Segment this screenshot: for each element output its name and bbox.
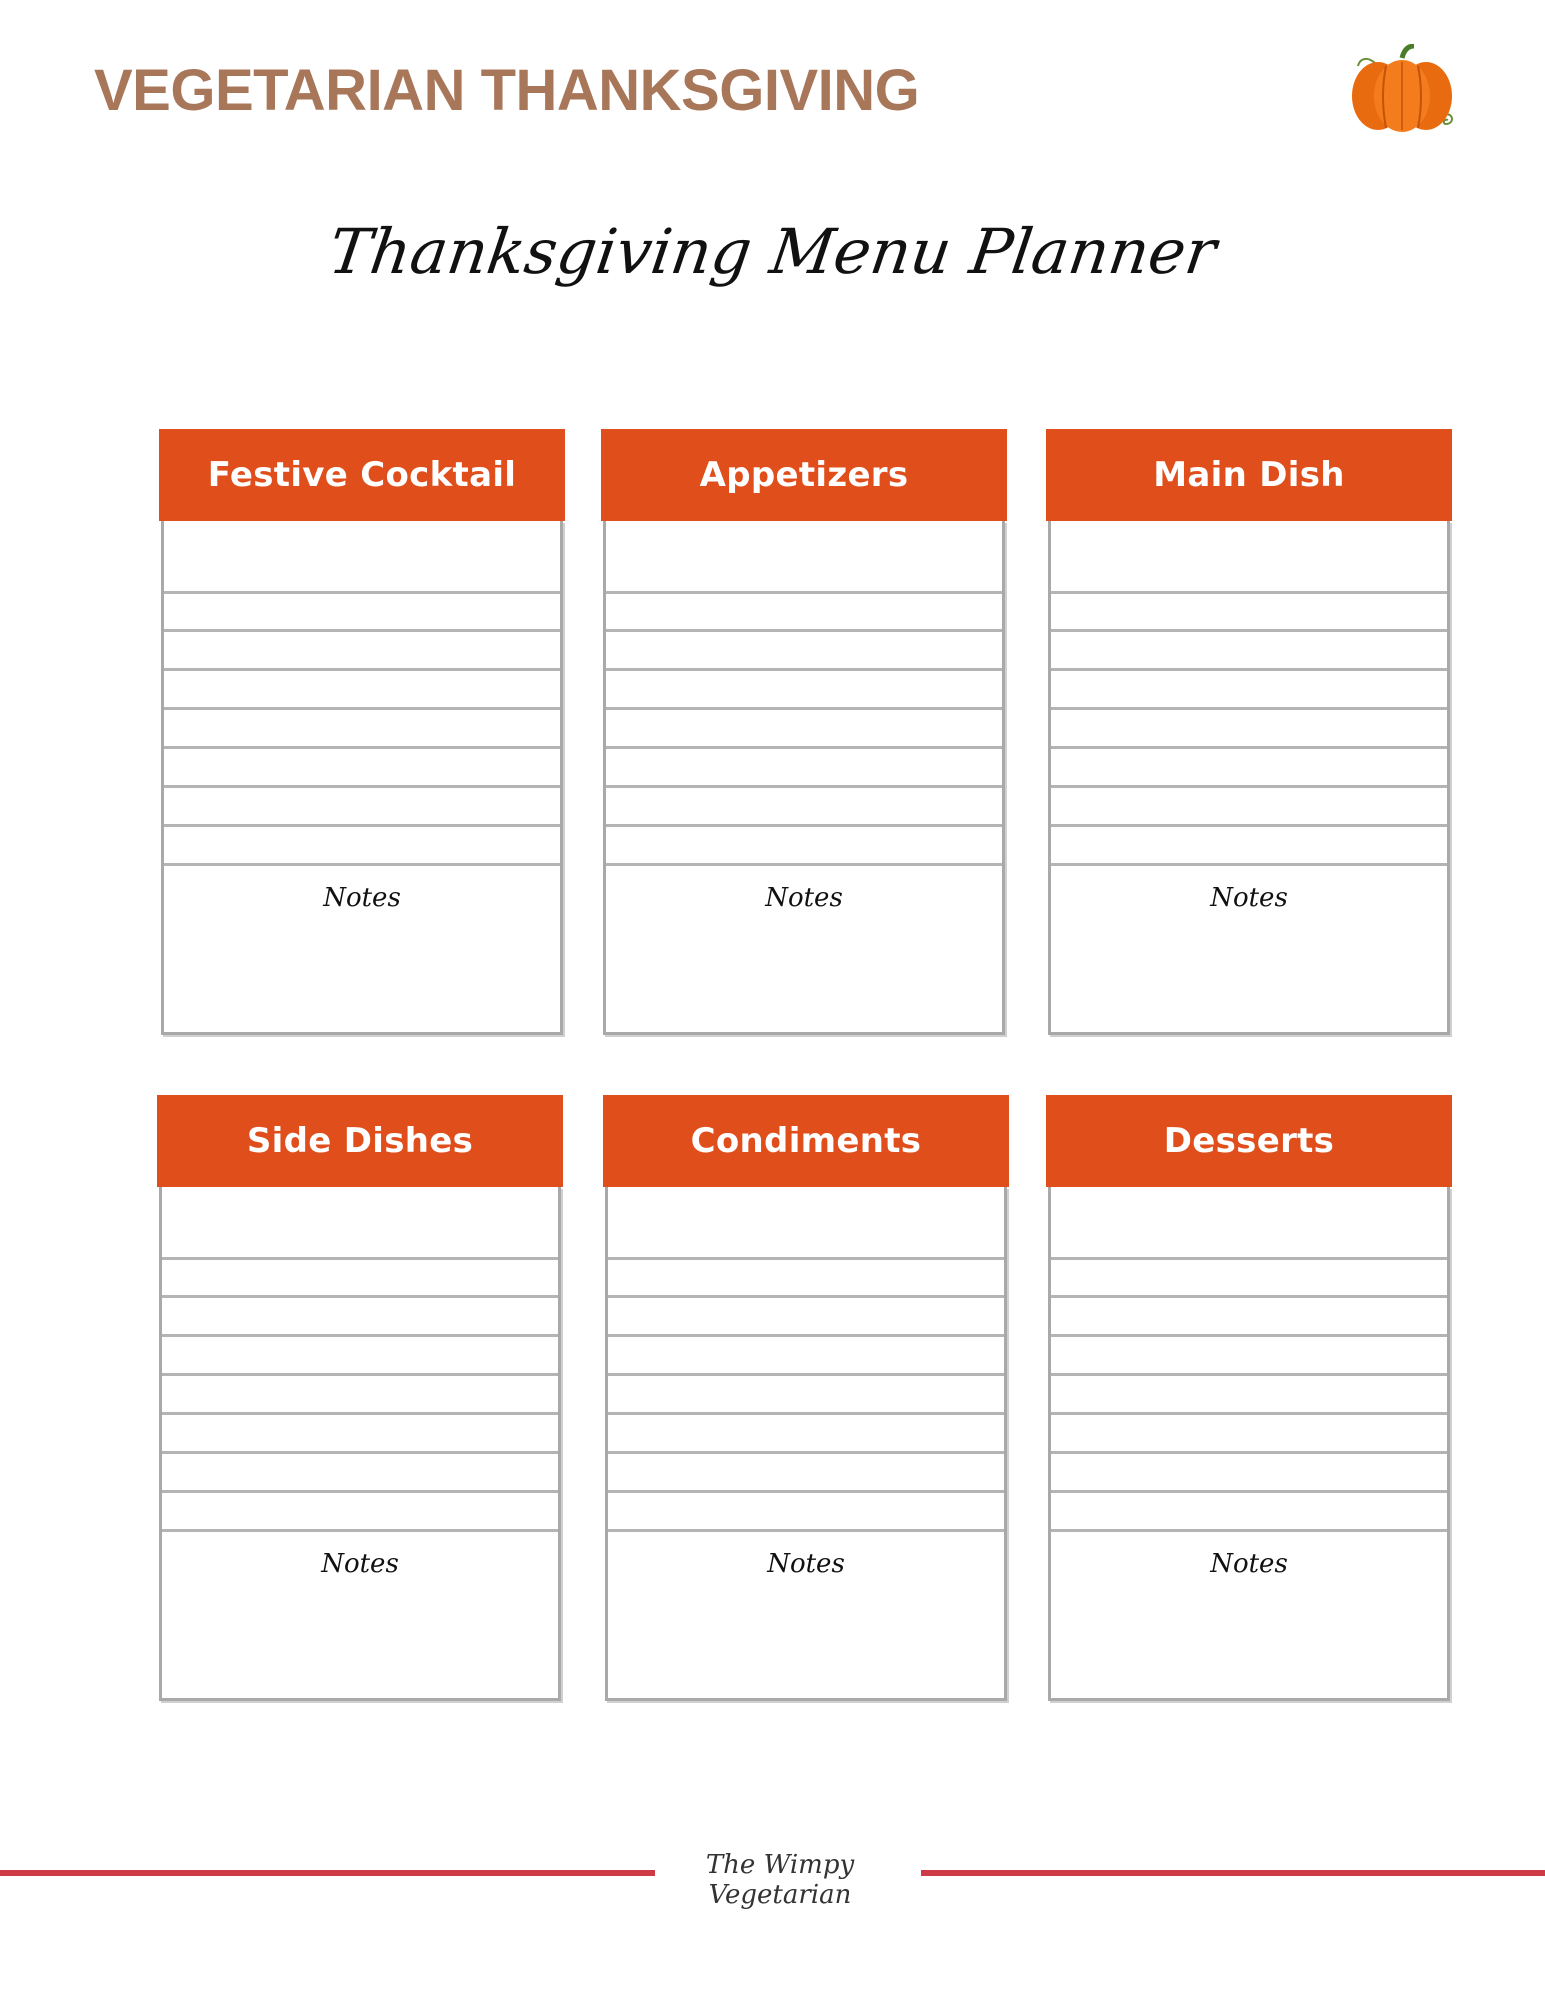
- ruled-line: [164, 746, 560, 749]
- notes-label: Notes: [1210, 883, 1288, 913]
- ruled-line: [1051, 629, 1447, 632]
- ruled-line: [162, 1412, 558, 1415]
- ruled-line: [1051, 1412, 1447, 1415]
- footer-divider-left: [0, 1870, 655, 1876]
- ruled-line: [1051, 1257, 1447, 1260]
- section-header: Side Dishes: [157, 1095, 563, 1187]
- section-header: Condiments: [603, 1095, 1009, 1187]
- ruled-line: [606, 785, 1002, 788]
- ruled-line: [162, 1295, 558, 1298]
- ruled-line: [1051, 1451, 1447, 1454]
- ruled-line: [606, 863, 1002, 866]
- ruled-line: [164, 785, 560, 788]
- ruled-line: [164, 629, 560, 632]
- ruled-line: [1051, 707, 1447, 710]
- section-card-festive-cocktail: [159, 429, 565, 1035]
- ruled-line: [608, 1373, 1004, 1376]
- ruled-line: [162, 1529, 558, 1532]
- ruled-line: [164, 707, 560, 710]
- ruled-line: [606, 824, 1002, 827]
- section-card-side-dishes: [157, 1095, 563, 1701]
- ruled-line: [608, 1490, 1004, 1493]
- page-header-title: VEGETARIAN THANKSGIVING: [94, 58, 920, 123]
- ruled-line: [162, 1257, 558, 1260]
- ruled-line: [608, 1334, 1004, 1337]
- ruled-line: [606, 707, 1002, 710]
- ruled-line: [164, 824, 560, 827]
- ruled-line: [1051, 863, 1447, 866]
- section-header: Appetizers: [601, 429, 1007, 521]
- section-card-desserts: [1046, 1095, 1452, 1701]
- ruled-line: [608, 1451, 1004, 1454]
- pumpkin-icon: [1346, 44, 1458, 136]
- ruled-line: [1051, 1529, 1447, 1532]
- notes-label: Notes: [321, 1549, 399, 1579]
- ruled-line: [606, 629, 1002, 632]
- ruled-line: [606, 746, 1002, 749]
- ruled-line: [164, 863, 560, 866]
- notes-label: Notes: [323, 883, 401, 913]
- ruled-line: [164, 668, 560, 671]
- ruled-line: [1051, 668, 1447, 671]
- section-lines-area[interactable]: [161, 521, 563, 1035]
- ruled-line: [608, 1257, 1004, 1260]
- ruled-line: [606, 668, 1002, 671]
- ruled-line: [1051, 824, 1447, 827]
- footer-brand: The Wimpy Vegetarian: [705, 1850, 855, 1910]
- section-header: Main Dish: [1046, 429, 1452, 521]
- section-lines-area[interactable]: [603, 521, 1005, 1035]
- ruled-line: [1051, 1295, 1447, 1298]
- ruled-line: [1051, 746, 1447, 749]
- section-card-appetizers: [601, 429, 1007, 1035]
- ruled-line: [1051, 591, 1447, 594]
- ruled-line: [1051, 1373, 1447, 1376]
- ruled-line: [608, 1412, 1004, 1415]
- section-card-condiments: [603, 1095, 1009, 1701]
- ruled-line: [164, 591, 560, 594]
- section-lines-area[interactable]: [159, 1187, 561, 1701]
- notes-label: Notes: [1210, 1549, 1288, 1579]
- ruled-line: [1051, 785, 1447, 788]
- ruled-line: [608, 1529, 1004, 1532]
- planner-title: Thanksgiving Menu Planner: [324, 215, 1221, 288]
- footer-divider-right: [921, 1870, 1545, 1876]
- notes-label: Notes: [767, 1549, 845, 1579]
- ruled-line: [606, 591, 1002, 594]
- notes-label: Notes: [765, 883, 843, 913]
- ruled-line: [1051, 1490, 1447, 1493]
- section-lines-area[interactable]: [1048, 521, 1450, 1035]
- section-lines-area[interactable]: [605, 1187, 1007, 1701]
- ruled-line: [162, 1451, 558, 1454]
- ruled-line: [162, 1373, 558, 1376]
- section-card-main-dish: [1046, 429, 1452, 1035]
- ruled-line: [608, 1295, 1004, 1298]
- section-header: Desserts: [1046, 1095, 1452, 1187]
- ruled-line: [162, 1490, 558, 1493]
- ruled-line: [162, 1334, 558, 1337]
- section-lines-area[interactable]: [1048, 1187, 1450, 1701]
- ruled-line: [1051, 1334, 1447, 1337]
- section-header: Festive Cocktail: [159, 429, 565, 521]
